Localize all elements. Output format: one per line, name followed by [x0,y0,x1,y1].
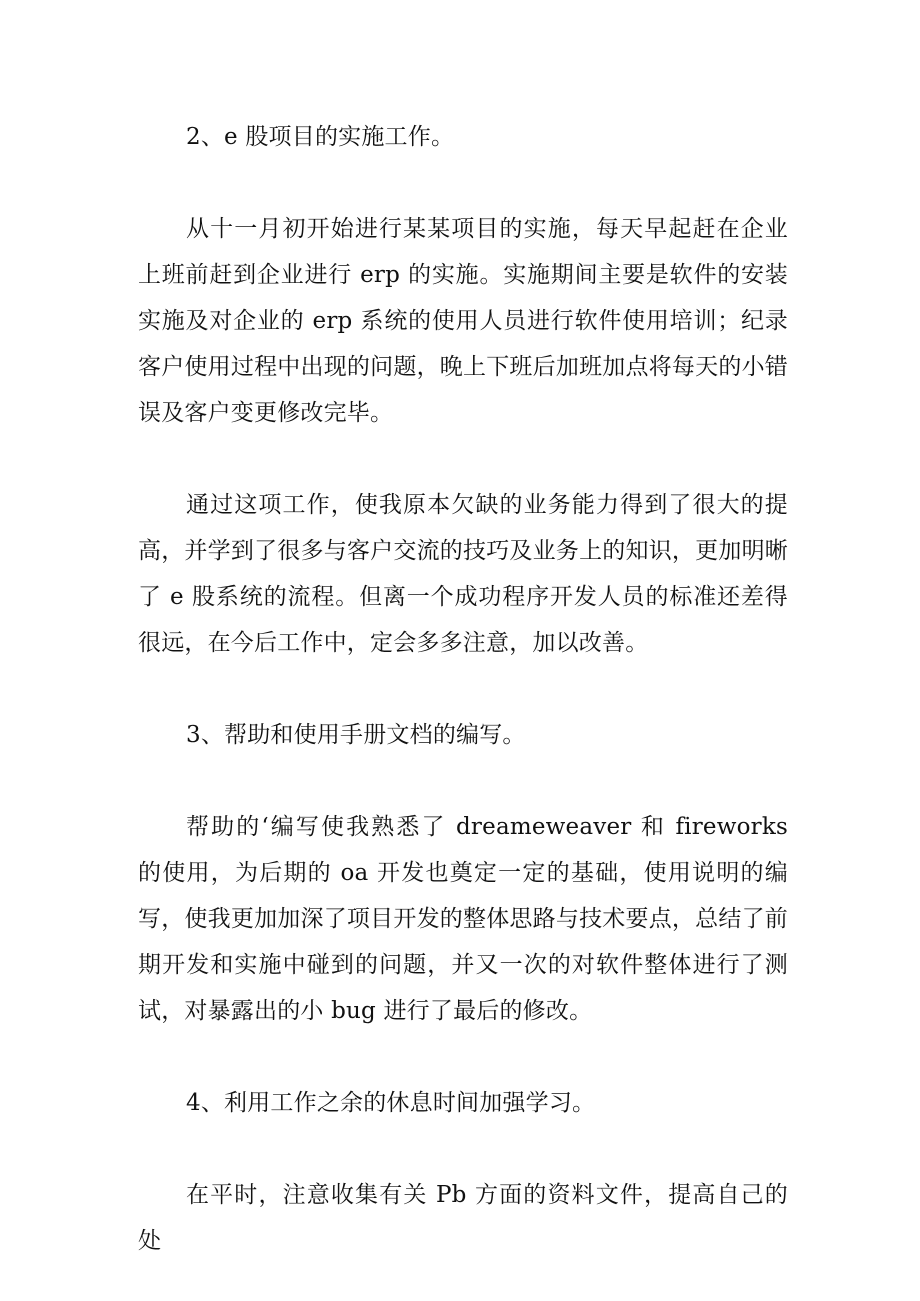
paragraph: 通过这项工作，使我原本欠缺的业务能力得到了很大的提高，并学到了很多与客户交流的技巧及业务上的知识，更加明晰了 e 股系统的流程。但离一个成功程序开发人员的标准还差得很远，在今后工作中，定会多多注意，加以改善。 [138,492,788,656]
section-heading: 3、帮助和使用手册文档的编写。 [186,722,526,748]
paragraph: 在平时，注意收集有关 Pb 方面的资料文件，提高自己的处 [138,1182,788,1254]
paragraph-gap [138,758,788,804]
paragraph-gap [138,666,788,712]
section-heading: 2、e 股项目的实施工作。 [186,124,455,150]
paragraph-gap [138,1126,788,1172]
paragraph-gap [138,1034,788,1080]
paragraph: 帮助的‘编写使我熟悉了 dreameweaver 和 fireworks 的使用，为后期的 oa 开发也奠定一定的基础，使用说明的编写，使我更加加深了项目开发的整体思路与技术要点，总结了前期开发和实施中碰到的问题，并又一次的对软件整体进行了测试，对暴露出的小 bug 进行了最后的修改。 [138,814,788,1024]
paragraph-gap [138,436,788,482]
document-body [138,114,788,1264]
paragraph: 从十一月初开始进行某某项目的实施，每天早起赶在企业上班前赶到企业进行 erp 的实施。实施期间主要是软件的安装实施及对企业的 erp 系统的使用人员进行软件使用培训；纪录客户使用过程中出现的问题，晚上下班后加班加点将每天的小错误及客户变更修改完毕。 [138,216,788,426]
section-heading: 4、利用工作之余的休息时间加强学习。 [186,1090,596,1116]
paragraph-gap [138,160,788,206]
